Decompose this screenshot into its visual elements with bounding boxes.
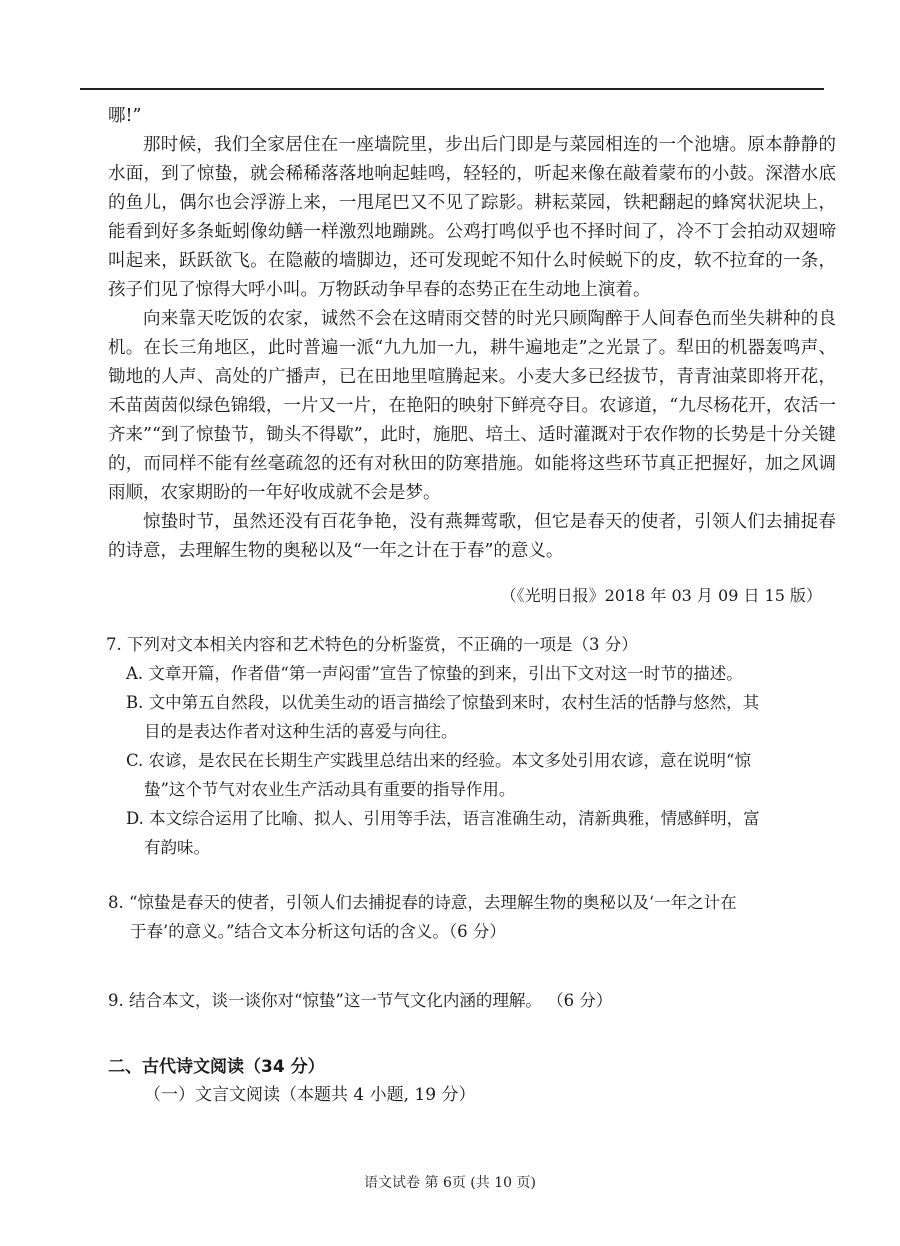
option-text: C. 农谚，是农民在长期生产实践里总结出来的经验。本文多处引用农谚，意在说明“惊	[126, 751, 751, 770]
question-7-stem: 7. 下列对文本相关内容和艺术特色的分析鉴赏，不正确的一项是（3 分）	[106, 635, 638, 654]
section-title: 二、古代诗文阅读（34 分）	[108, 1057, 325, 1077]
question-7-option-a	[108, 659, 836, 688]
question-8-line1: 8. “惊蛰是春天的使者，引领人们去捕捉春的诗意，去理解生物的奥秘以及‘一年之计在	[108, 893, 737, 912]
question-8	[108, 888, 836, 946]
header-rule	[80, 88, 824, 90]
passage-paragraph: 那时候，我们全家居住在一座墙院里，步出后门即是与菜园相连的一个池塘。原本静静的水面，到了惊蛰，就会稀稀落落地响起蛙鸣，轻轻的，听起来像在敲着蒙布的小鼓。深潜水底的鱼儿，偶尔也会浮游上来，一甩尾巴又不见了踪影。耕耘菜园，铁耙翻起的蜂窝状泥块上，能看到好多条蚯蚓像幼鳝一样激烈地蹦跳。公鸡打鸣似乎也不择时间了，冷不丁会拍动双翅啼叫起来，跃跃欲飞。在隐蔽的墙脚边，还可发现蛇不知什么时候蜕下的皮，软不拉耷的一条，孩子们见了惊得大呼小叫。万物跃动争早春的态势正在生动地上演着。	[108, 135, 836, 300]
option-text: D. 本文综合运用了比喻、拟人、引用等手法，语言准确生动，清新典雅，情感鲜明，富	[126, 809, 760, 828]
question-7	[108, 630, 836, 862]
page-footer: 语文试卷 第 6页 (共 10 页)	[364, 1175, 536, 1191]
option-text: B. 文中第五自然段，以优美生动的语言描绘了惊蛰到来时，农村生活的恬静与悠然，其	[126, 693, 760, 712]
question-7-option-b	[108, 688, 836, 746]
option-text-continued: 目的是表达作者对这种生活的喜爱与向往。	[144, 722, 458, 741]
passage-paragraph: 惊蛰时节，虽然还没有百花争艳，没有燕舞莺歌，但它是春天的使者，引领人们去捕捉春的诗意，去理解生物的奥秘以及“一年之计在于春”的意义。	[108, 512, 836, 561]
subsection-title: （一）文言文阅读（本题共 4 小题, 19 分）	[144, 1085, 476, 1105]
option-text-continued: 蛰”这个节气对农业生产活动具有重要的指导作用。	[144, 780, 516, 799]
passage-source: （《光明日报》2018 年 03 月 09 日 15 版）	[500, 586, 822, 605]
question-9: 9. 结合本文，谈一谈你对“惊蛰”这一节气文化内涵的理解。 （6 分）	[108, 991, 613, 1010]
page-content	[108, 102, 836, 1109]
question-7-option-d	[108, 804, 836, 862]
question-8-line2: 于春’的意义。”结合文本分析这句话的含义。（6 分）	[130, 922, 506, 941]
question-7-option-c	[108, 746, 836, 804]
passage-paragraph: 向来靠天吃饭的农家，诚然不会在这晴雨交替的时光只顾陶醉于人间春色而坐失耕种的良机。在长三角地区，此时普遍一派“九九加一九，耕牛遍地走”之光景了。犁田的机器轰鸣声、锄地的人声、高处的广播声，已在田地里喧腾起来。小麦大多已经拔节，青青油菜即将开花，禾苗茵茵似绿色锦缎，一片又一片，在艳阳的映射下鲜亮夺目。农谚道，“九尽杨花开，农活一齐来”“到了惊蛰节，锄头不得歇”，此时，施肥、培土、适时灌溉对于农作物的长势是十分关键的，而同样不能有丝毫疏忽的还有对秋田的防寒措施。如能将这些环节真正把握好，加之风调雨顺，农家期盼的一年好收成就不会是梦。	[108, 309, 836, 503]
option-text: A. 文章开篇，作者借“第一声闷雷”宣告了惊蛰的到来，引出下文对这一时节的描述。	[126, 664, 743, 683]
option-text-continued: 有韵味。	[144, 838, 210, 857]
passage-opening-fragment: 哪!”	[108, 106, 142, 126]
